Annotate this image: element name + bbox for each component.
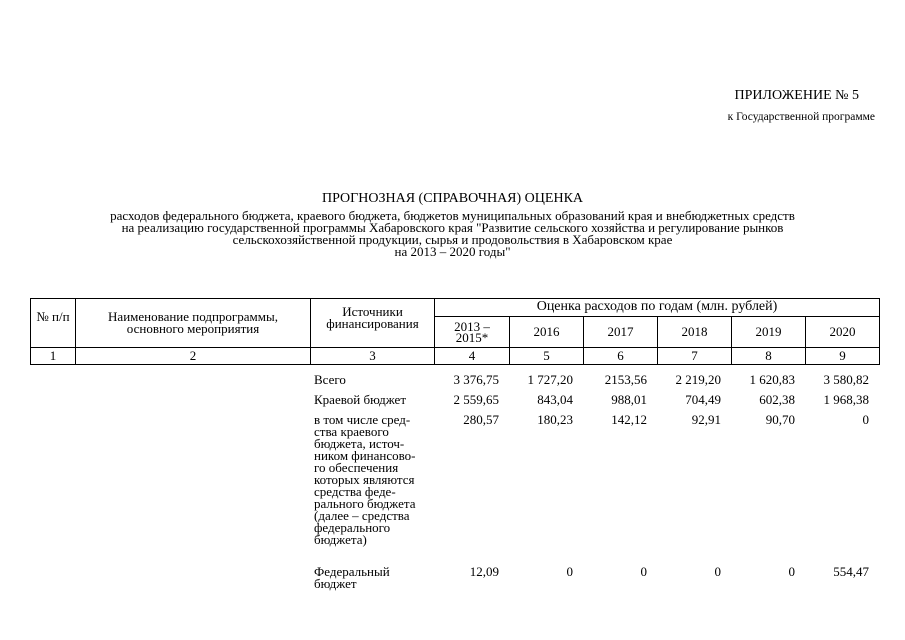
- header-year: 2019: [732, 317, 806, 348]
- subtitle-line: на реализацию государственной программы Хабаровского края "Развитие сельского хозяйства и регулирование рынков: [121, 220, 784, 235]
- header-source: Источники финансирования: [311, 299, 435, 348]
- column-number: 6: [584, 348, 658, 365]
- column-number: 3: [311, 348, 435, 365]
- column-number: 2: [76, 348, 311, 365]
- cell-value: 142,12: [611, 412, 647, 427]
- cell-value: 1 968,38: [823, 392, 869, 407]
- header-years-group: Оценка расходов по годам (млн. рублей): [435, 299, 880, 317]
- expenses-table-header: [30, 298, 880, 365]
- table-row: [30, 414, 879, 566]
- cell-value: 280,57: [463, 412, 499, 427]
- cell-value: 92,91: [691, 412, 721, 427]
- cell-value: 2 559,65: [453, 392, 499, 407]
- cell-value: 180,23: [537, 412, 573, 427]
- column-number: 7: [658, 348, 732, 365]
- cell-value: 2 219,20: [675, 372, 721, 387]
- row-source: Всего: [314, 372, 346, 387]
- cell-value: 602,38: [759, 392, 795, 407]
- column-number: 5: [510, 348, 584, 365]
- subtitle-line: сельскохозяйственной продукции, сырья и продовольствия в Хабаровском крае: [232, 232, 673, 247]
- table-row: [30, 374, 879, 394]
- header-name: Наименование подпрограммы, основного мероприятия: [76, 299, 311, 348]
- cell-value: 704,49: [685, 392, 721, 407]
- cell-value: 3 376,75: [453, 372, 499, 387]
- column-numbers-row: [31, 348, 880, 365]
- header-year: 2018: [658, 317, 732, 348]
- table-row: [30, 394, 879, 414]
- header-year: 2017: [584, 317, 658, 348]
- subtitle-line: расходов федерального бюджета, краевого бюджета, бюджетов муниципальных образований края и внебюджетных средств: [110, 208, 795, 223]
- cell-value: 0: [714, 564, 721, 579]
- cell-value: 3 580,82: [823, 372, 869, 387]
- column-number: 8: [732, 348, 806, 365]
- cell-value: 0: [640, 564, 647, 579]
- row-source: Федеральный бюджет: [314, 564, 390, 591]
- header-year: 2013 – 2015*: [435, 317, 510, 348]
- cell-value: 90,70: [765, 412, 795, 427]
- cell-value: 1 620,83: [749, 372, 795, 387]
- appendix-subtitle: к Государственной программе: [727, 111, 875, 123]
- document-title: ПРОГНОЗНАЯ (СПРАВОЧНАЯ) ОЦЕНКА: [321, 191, 584, 206]
- table-row: [30, 566, 879, 596]
- cell-value: 988,01: [611, 392, 647, 407]
- row-source: Краевой бюджет: [314, 392, 407, 407]
- cell-value: 554,47: [833, 564, 869, 579]
- column-number: 1: [31, 348, 76, 365]
- cell-value: 843,04: [537, 392, 573, 407]
- cell-value: 0: [788, 564, 795, 579]
- column-number: 9: [806, 348, 880, 365]
- row-source: в том числе сред-ства краевого бюджета, источ-ником финансово-го обеспечения которых являются средства феде-рального бюджета (далее – средства федерального бюджета): [314, 412, 416, 547]
- cell-value: 1 727,20: [527, 372, 573, 387]
- cell-value: 12,09: [469, 564, 499, 579]
- document-subtitle: [40, 210, 865, 258]
- subtitle-line: на 2013 – 2020 годы": [394, 244, 511, 259]
- cell-value: 0: [566, 564, 573, 579]
- header-year: 2020: [806, 317, 880, 348]
- expenses-table-body: [30, 374, 879, 596]
- header-year: 2016: [510, 317, 584, 348]
- cell-value: 0: [862, 412, 869, 427]
- header-num: № п/п: [31, 299, 76, 348]
- cell-value: 2153,56: [604, 372, 647, 387]
- column-number: 4: [435, 348, 510, 365]
- appendix-label: ПРИЛОЖЕНИЕ № 5: [734, 88, 859, 103]
